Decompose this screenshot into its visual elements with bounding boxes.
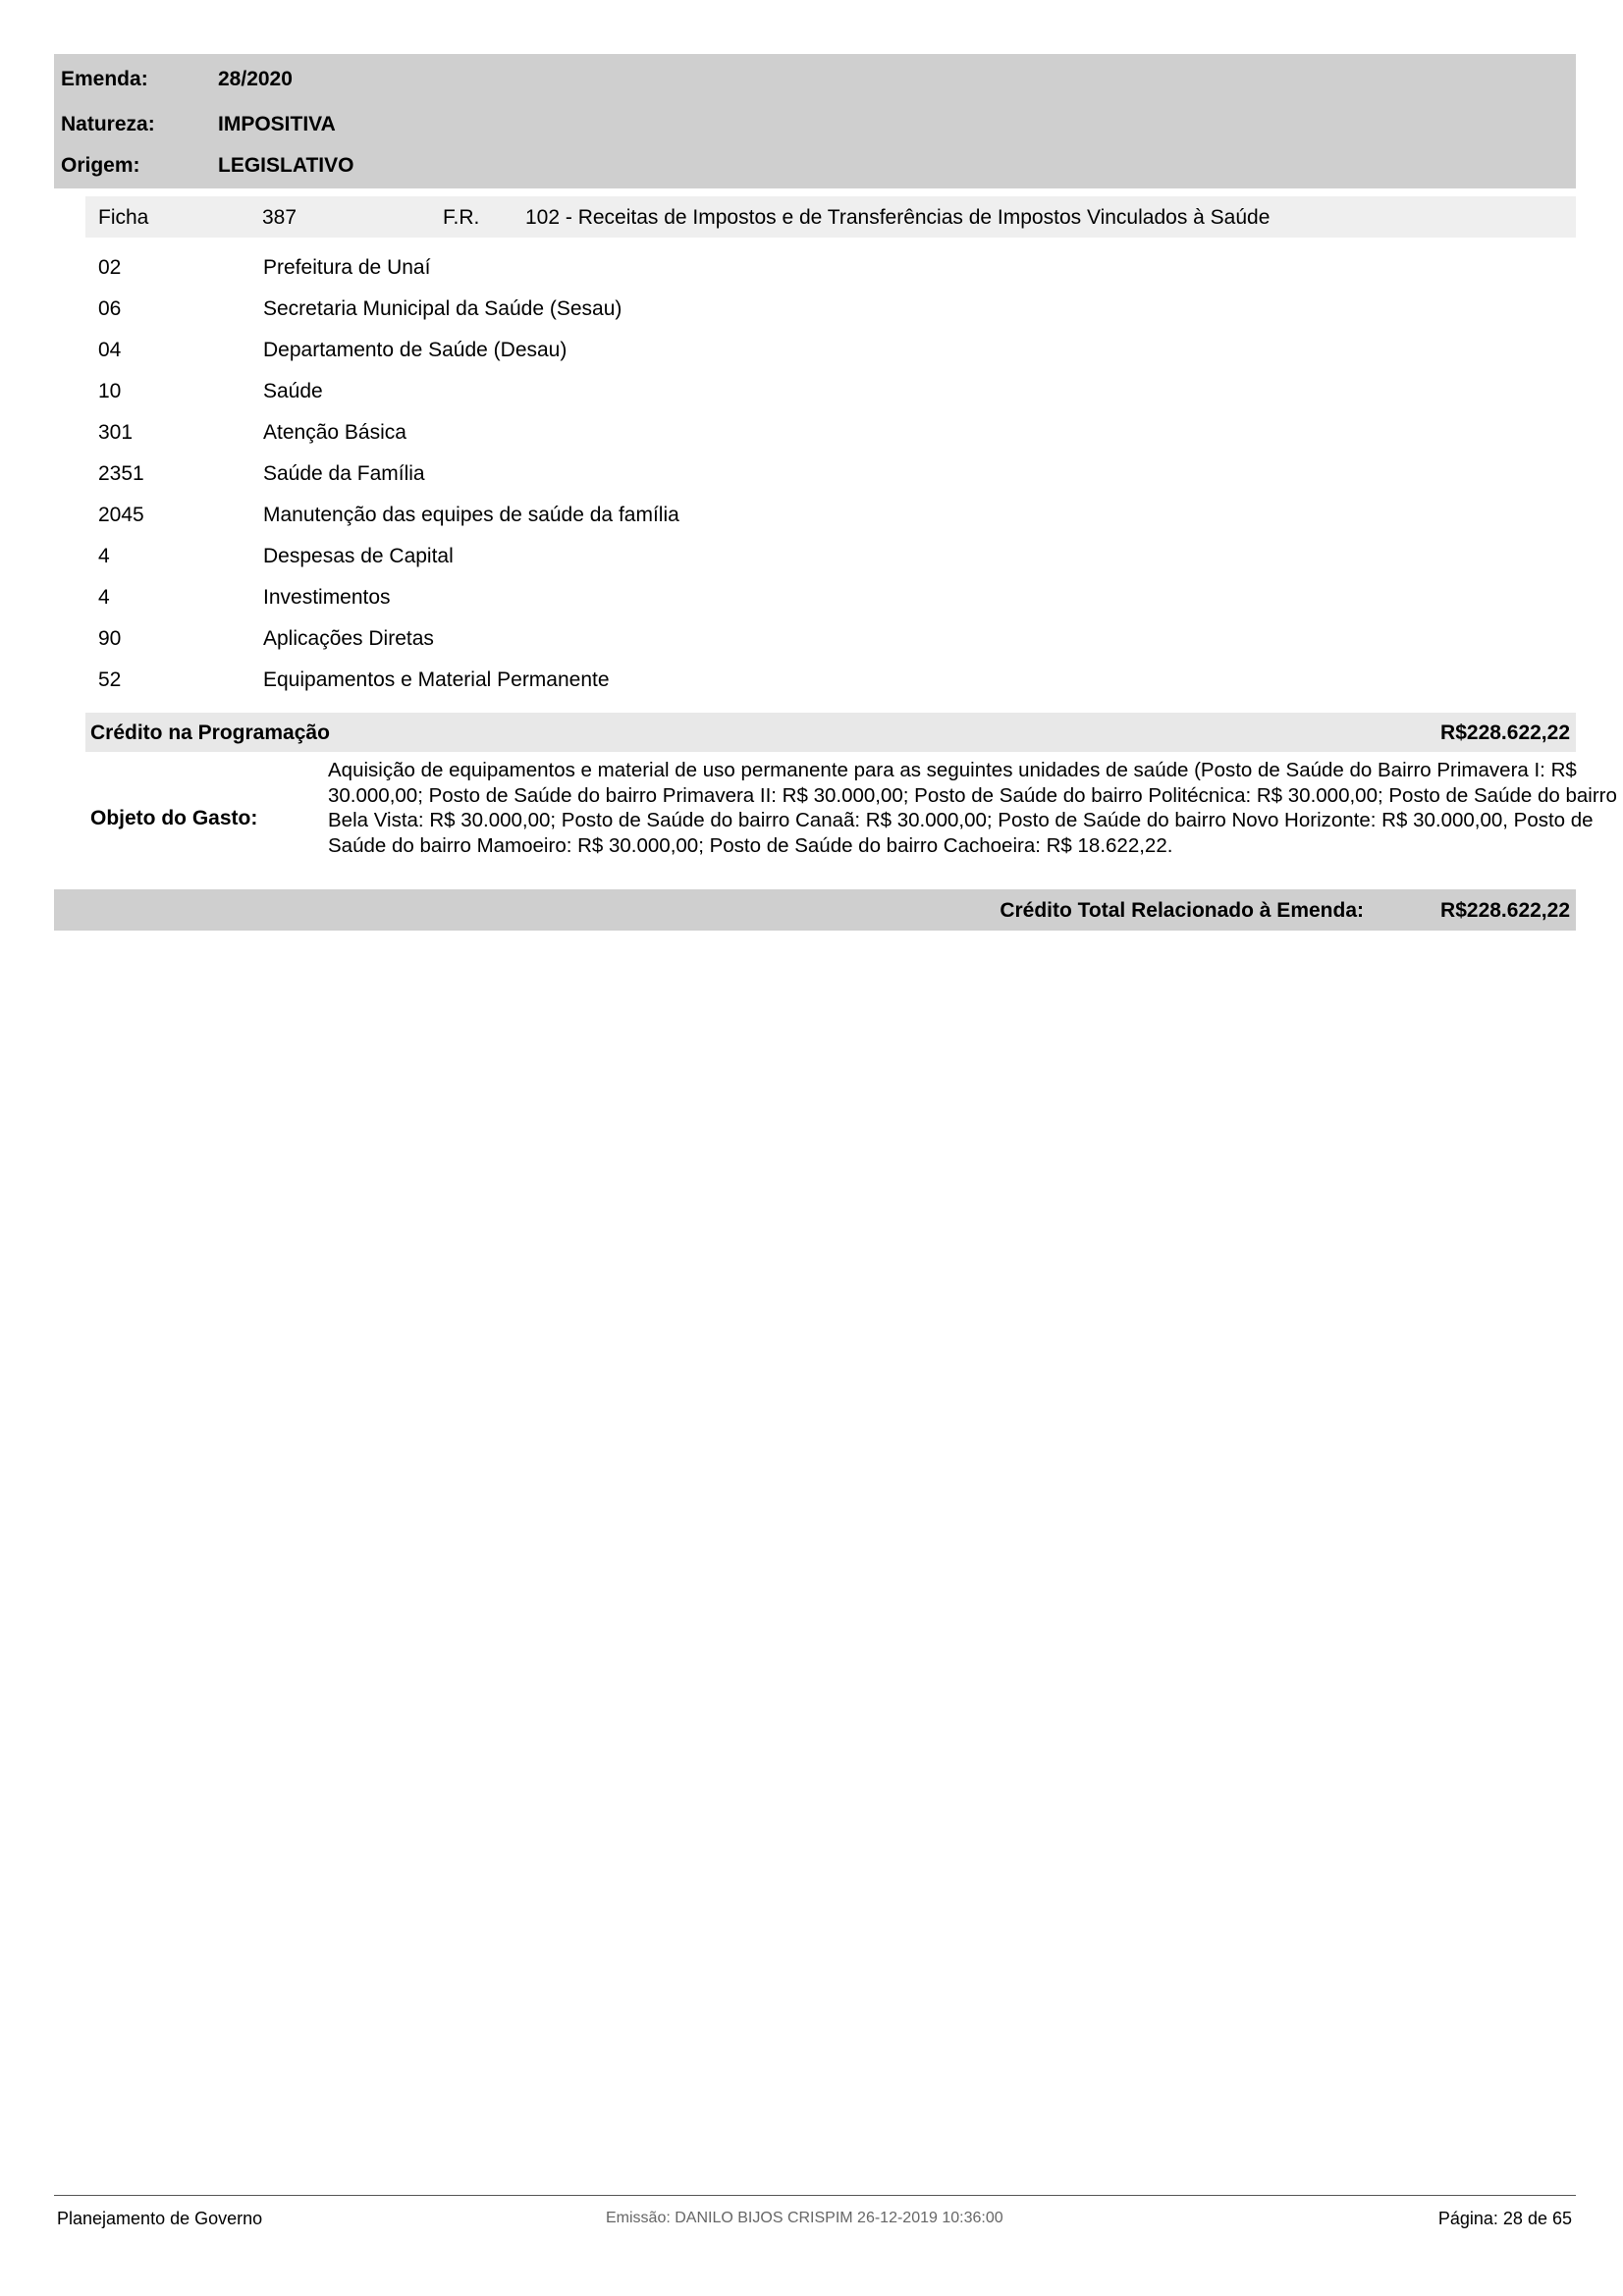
emenda-value: 28/2020 (218, 68, 293, 90)
class-code: 06 (98, 297, 122, 320)
credito-total-row (54, 889, 1576, 931)
footer-divider (54, 2195, 1576, 2196)
list-item (98, 580, 1571, 621)
class-code: 02 (98, 256, 122, 279)
list-item (98, 663, 1571, 704)
origem-label: Origem: (61, 154, 140, 177)
emenda-label: Emenda: (61, 68, 148, 90)
origem-value: LEGISLATIVO (218, 154, 354, 177)
list-item (98, 374, 1571, 415)
fr-value: 102 - Receitas de Impostos e de Transferências de Impostos Vinculados à Saúde (525, 206, 1271, 229)
class-code: 10 (98, 380, 122, 402)
objeto-gasto-row (85, 754, 1617, 885)
list-item (98, 621, 1571, 663)
class-desc: Secretaria Municipal da Saúde (Sesau) (263, 297, 622, 320)
ficha-number: 387 (262, 206, 298, 229)
ficha-row (85, 196, 1576, 238)
class-desc: Investimentos (263, 586, 391, 609)
total-label: Crédito Total Relacionado à Emenda: (1000, 899, 1364, 922)
objeto-label: Objeto do Gasto: (90, 807, 258, 829)
class-desc: Departamento de Saúde (Desau) (263, 339, 568, 361)
credito-programacao-row (85, 713, 1576, 752)
class-desc: Prefeitura de Unaí (263, 256, 431, 279)
class-desc: Despesas de Capital (263, 545, 454, 567)
total-value: R$228.622,22 (1440, 899, 1570, 922)
list-item (98, 415, 1571, 456)
class-desc: Atenção Básica (263, 421, 406, 444)
objeto-text: Aquisição de equipamentos e material de uso permanente para as seguintes unidades de saúde (Posto de Saúde do Bairro Primavera I: R$ 30.000,00; Posto de Saúde do bairro Primavera II: R$ 30.000,00; Posto de Saúde do bairro Politécnica: R$ 30.000,00; Posto de Saúde do bairro Bela Vista: R$ 30.000,00; Posto de Saúde do bairro Canaã: R$ 30.000,00; Posto de Saúde do bairro Novo Horizonte: R$ 30.000,00, Posto de Saúde do bairro Mamoeiro: R$ 30.000,00; Posto de Saúde do bairro Cachoeira: R$ 18.622,22. (328, 759, 1617, 857)
class-code: 4 (98, 545, 110, 567)
class-code: 2351 (98, 462, 144, 485)
class-code: 301 (98, 421, 134, 444)
emenda-header (54, 54, 1576, 188)
credito-label: Crédito na Programação (90, 721, 330, 744)
list-item (98, 333, 1571, 374)
class-desc: Saúde da Família (263, 462, 425, 485)
class-desc: Aplicações Diretas (263, 627, 434, 650)
list-item (98, 539, 1571, 580)
list-item (98, 292, 1571, 333)
natureza-value: IMPOSITIVA (218, 113, 336, 135)
class-desc: Equipamentos e Material Permanente (263, 668, 610, 691)
class-code: 2045 (98, 504, 144, 526)
natureza-label: Natureza: (61, 113, 155, 135)
class-code: 52 (98, 668, 122, 691)
class-code: 4 (98, 586, 110, 609)
fr-label: F.R. (443, 206, 480, 229)
class-code: 04 (98, 339, 122, 361)
footer-department: Planejamento de Governo (57, 2209, 263, 2228)
class-desc: Saúde (263, 380, 323, 402)
class-desc: Manutenção das equipes de saúde da família (263, 504, 679, 526)
class-code: 90 (98, 627, 122, 650)
credito-value: R$228.622,22 (1440, 721, 1570, 744)
list-item (98, 250, 1571, 292)
list-item (98, 456, 1571, 498)
footer-emission: Emissão: DANILO BIJOS CRISPIM 26-12-2019 10:36:00 (606, 2210, 1003, 2226)
list-item (98, 498, 1571, 539)
footer-page-number: Página: 28 de 65 (1437, 2209, 1572, 2228)
ficha-label: Ficha (98, 206, 149, 229)
